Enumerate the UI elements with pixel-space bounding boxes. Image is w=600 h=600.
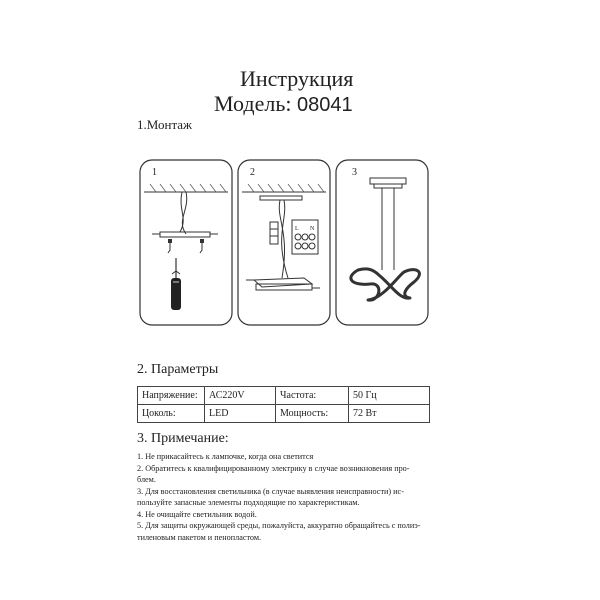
section-parameters-title: 2. Параметры (137, 362, 219, 377)
param-label-power: Мощность: (276, 405, 349, 423)
section-notes-title: 3. Примечание: (137, 431, 229, 446)
note-line: 4. Не очищайте светильник водой. (137, 509, 257, 519)
note-line: 1. Не прикасайтесь к лампочке, когда она светится (137, 452, 314, 461)
terminal-label-n: N (310, 226, 315, 232)
panel-2 (238, 160, 330, 325)
panel-1 (140, 160, 232, 325)
param-label-voltage: Напряжение: (138, 387, 205, 405)
param-value-base: LED (205, 405, 276, 423)
model-line (214, 91, 353, 117)
panel-3 (336, 160, 428, 325)
param-value-voltage: АС220V (205, 387, 276, 405)
param-value-power: 72 Вт (349, 405, 430, 423)
terminal-label-l: L (295, 226, 299, 232)
model-label: Модель: (214, 91, 292, 116)
model-number: 08041 (296, 94, 353, 116)
param-label-frequency: Частота: (276, 387, 349, 405)
note-line: пользуйте запасные элементы подходящие по характеристикам. (137, 498, 360, 507)
note-line: 5. Для защиты окружающей среды, пожалуйста, аккуратно обращайтесь с полиэ- (137, 521, 421, 530)
table-row (138, 387, 430, 405)
note-line: тиленовым пакетом и пенопластом. (137, 532, 262, 542)
note-line: 3. Для восстановления светильника (в случае выявления неисправности) ис- (137, 486, 404, 496)
table-row (138, 405, 430, 423)
param-value-frequency: 50 Гц (349, 387, 430, 405)
panel-2-number: 2 (250, 167, 255, 178)
note-line: 2. Обратитесь к квалифицированному электрику в случае возникновения про- (137, 463, 410, 473)
mounting-diagram (130, 150, 440, 330)
param-label-base: Цоколь: (138, 405, 205, 423)
document-title: Инструкция (240, 66, 354, 91)
section-mounting-title: 1.Монтаж (137, 117, 193, 132)
panel-3-number: 3 (352, 167, 357, 178)
note-line: блем. (137, 475, 156, 484)
notes-list (137, 451, 467, 543)
panel-1-number: 1 (152, 167, 157, 178)
parameters-table (137, 386, 430, 423)
